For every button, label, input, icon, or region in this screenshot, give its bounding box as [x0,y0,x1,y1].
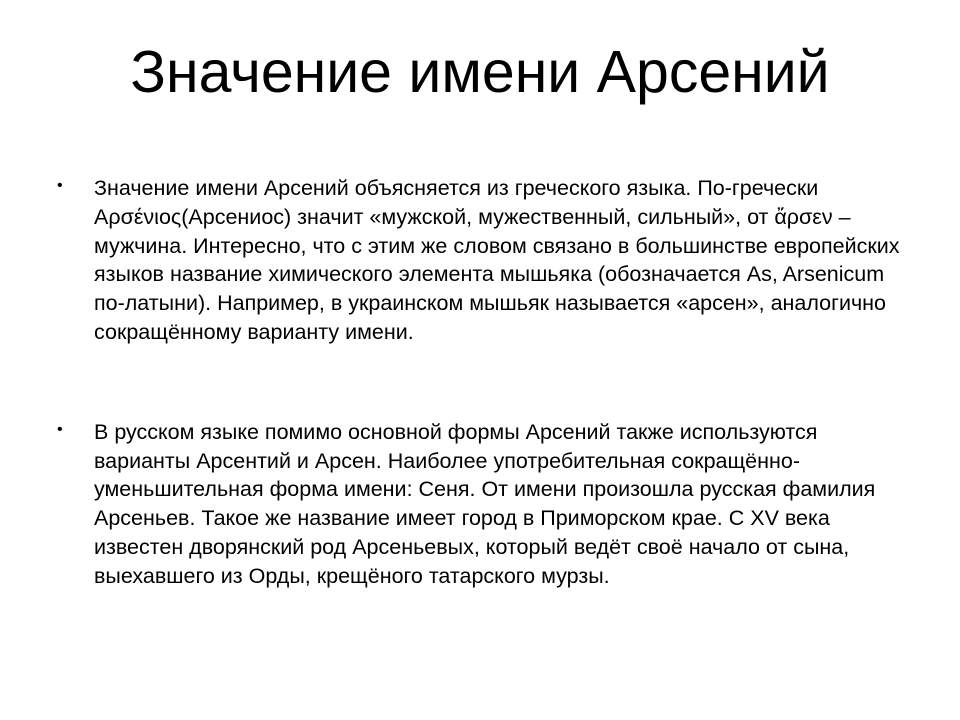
bullet-dot-icon: • [57,420,63,438]
bullet-dot-icon: • [57,177,63,194]
bullet-text-meaning: Значение имени Арсений объясняется из греческого языка. По-гречески Αρσένιος(Арсениос) значит «мужской, мужественный, сильный», от ἄρσεν – мужчина. Интересно, что с этим же словом связано в большинстве европейских языков название химического элемента мышьяка (обозначается As, Arsenicum по-латыни). Например, в украинском мышьяк называется «арсен», аналогично сокращённому варианту имени. [94,176,900,344]
bullet-item-variants [0,418,904,591]
slide-title: Значение имени Арсений [130,39,830,105]
bullet-item-meaning [0,174,904,347]
bullet-text-variants: В русском языке помимо основной формы Арсений также используются варианты Арсентий и Арсен. Наиболее употребительная сокращённо-уменьшительная форма имени: Сеня. От имени произошла русская фамилия Арсеньев. Такое же название имеет город в Приморском крае. С XV века известен дворянский род Арсеньевых, который ведёт своё начало от сына, выехавшего из Орды, крещёного татарского мурзы. [94,419,876,588]
bullet-list [0,174,960,591]
